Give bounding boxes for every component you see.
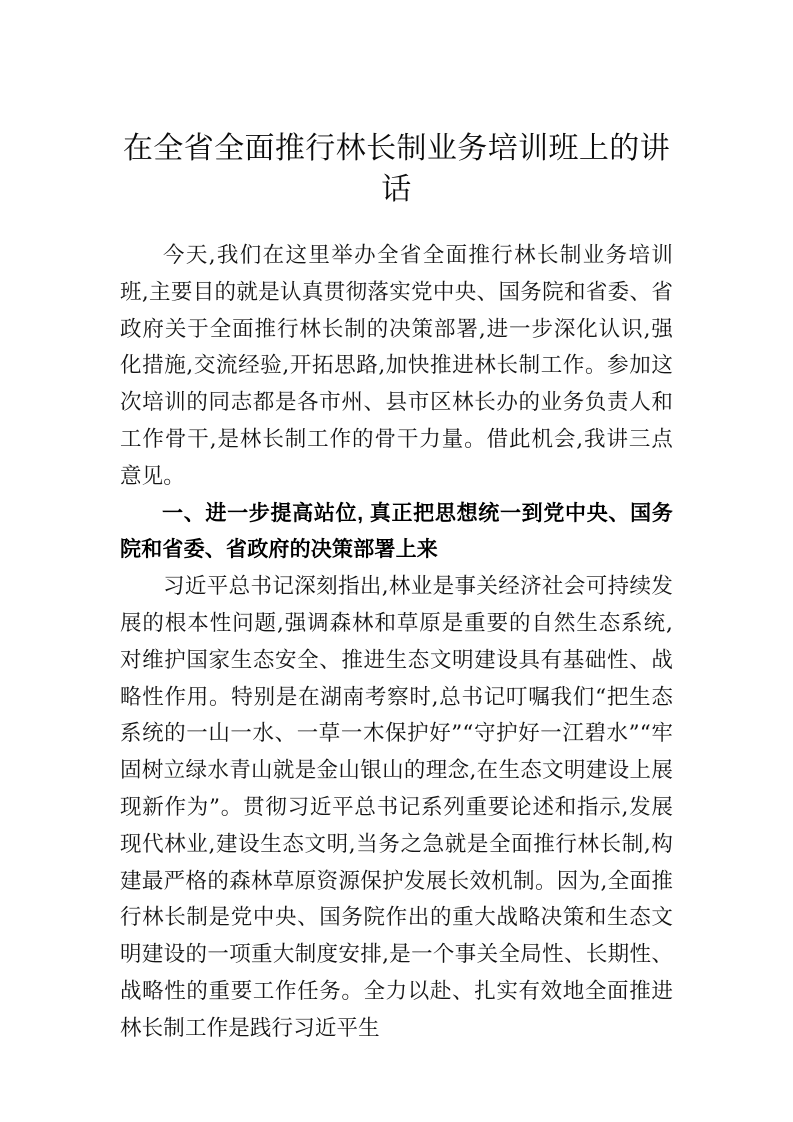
section-one-paragraph: 习近平总书记深刻指出,林业是事关经济社会可持续发展的根本性问题,强调森林和草原是重要的自然生态系统,对维护国家生态安全、推进生态文明建设具有基础性、战略性作用。特别是在湖南考察时,总书记叮嘱我们“把生态系统的一山一水、一草一木保护好”“守护好一江碧水”“牢固树立绿水青山就是金山银山的理念,在生态文明建设上展现新作为”。贯彻习近平总书记系列重要论述和指示,发展现代林业,建设生态文明,当务之急就是全面推行林长制,构建最严格的森林草原资源保护发展长效机制。因为,全面推行林长制是党中央、国务院作出的重大战略决策和生态文明建设的一项重大制度安排,是一个事关全局性、长期性、战略性的重要工作任务。全力以赴、扎实有效地全面推进林长制工作是践行习近平生 — [120, 574, 673, 1041]
document-content-column — [120, 0, 673, 1048]
section-heading-one: 一、进一步提高站位, 真正把思想统一到党中央、国务院和省委、省政府的决策部署上来 — [120, 501, 673, 562]
opening-paragraph: 今天,我们在这里举办全省全面推行林长制业务培训班,主要目的就是认真贯彻落实党中央、国务院和省委、省政府关于全面推行林长制的决策部署,进一步深化认识,强化措施,交流经验,开拓思路,加快推进林长制工作。参加这次培训的同志都是各市州、县市区林长办的业务负责人和工作骨干,是林长制工作的骨干力量。借此机会,我讲三点意见。 — [120, 243, 673, 489]
document-title: 在全省全面推行林长制业务培训班上的讲话 — [122, 132, 671, 206]
